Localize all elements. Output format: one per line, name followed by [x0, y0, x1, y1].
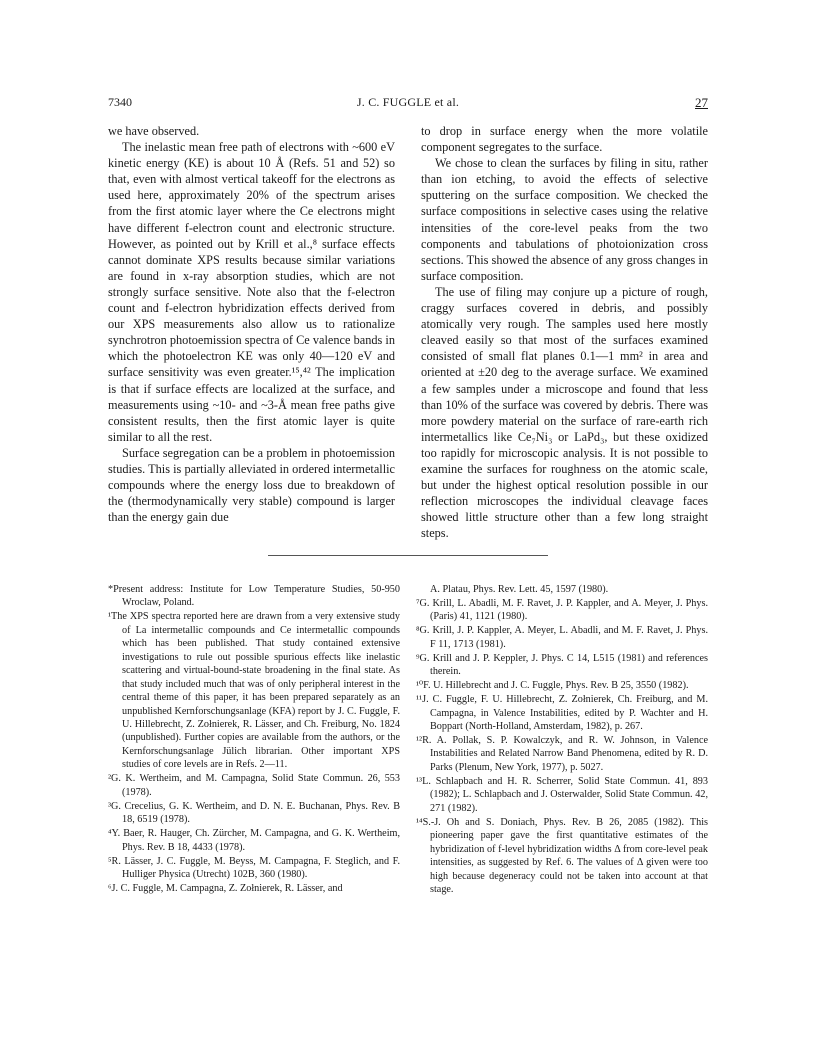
- footnote: ¹The XPS spectra reported here are drawn from a very extensive study of La intermetallic compounds and Ce intermetallic compounds which has been published. That study contained extensive investigations to rule out possible spurious effects like inelastic scattering and virtual-bound-state broadening in the final state. As that study included much that was of only peripheral interest in the central theme of this paper, it has been prepared separately as an unpublished Kernforschungsanlage (KFA) report by J. C. Fuggle, F. U. Hillebrecht, Z. Zołnierek, R. Lässer, and Ch. Freiburg, No. 1824 (unpublished). Further copies are available from the authors, or the Kernforschungsanlage Jülich librarian. Other important XPS studies of core levels are in Refs. 2—11.: [108, 611, 400, 771]
- footnote: ⁵R. Lässer, J. C. Fuggle, M. Beyss, M. Campagna, F. Steglich, and F. Hulliger Physica (Utrecht) 102B, 360 (1980).: [108, 855, 400, 881]
- running-header: [108, 95, 708, 113]
- footnote: ⁶J. C. Fuggle, M. Campagna, Z. Zołnierek, R. Lässer, and: [108, 882, 343, 894]
- body-column-right: [421, 123, 708, 541]
- body-column-left: [108, 123, 395, 525]
- paragraph: we have observed.: [108, 124, 200, 138]
- footnote: ²G. K. Wertheim, and M. Campagna, Solid State Commun. 26, 553 (1978).: [108, 773, 400, 798]
- footnote-continuation: A. Platau, Phys. Rev. Lett. 45, 1597 (1980).: [430, 584, 609, 595]
- paragraph: The use of filing may conjure up a picture of rough, craggy surfaces covered in debris, and possibly atomically very rough. The samples used here mostly cleaved easily so that most of the surfaces examined consisted of small flat planes 0.1—1 mm² in area and oriented at ±20 deg to the average surface. We examined a few samples under a microscope and found that less than 10% of the surface was covered by debris. There was more powdery material on the surface of rare-earth rich intermetallics like Ce₇Ni₃ or LaPd₃, but these oxidized too rapidly for microscopic analysis. It is not possible to examine the surfaces for roughness on the atomic scale, but under the highest optical resolution possible in our reflection microscopes the individual cleavage faces showed little structure other than a few long straight steps.: [421, 284, 708, 541]
- page-number: 7340: [108, 95, 132, 109]
- footnote: ⁹G. Krill and J. P. Keppler, J. Phys. C 14, L515 (1981) and references therein.: [416, 652, 708, 678]
- paragraph: Surface segregation can be a problem in photoemission studies. This is partially alleviated in ordered intermetallic compounds where the energy loss due to breakdown of the (thermodynamically very stable) compound is larger than the energy gain due: [108, 445, 395, 525]
- footnotes-right: [416, 583, 708, 897]
- footnote: ³G. Crecelius, G. K. Wertheim, and D. N. E. Buchanan, Phys. Rev. B 18, 6519 (1978).: [108, 800, 400, 826]
- volume-number: 27: [695, 95, 708, 110]
- footnotes-left: [108, 583, 400, 896]
- footnote: ¹³L. Schlapbach and H. R. Scherrer, Solid State Commun. 41, 893 (1982); L. Schlapbach and J. Osterwalder, Solid State Commun. 42, 271 (1982).: [416, 775, 708, 814]
- paragraph: We chose to clean the surfaces by filing in situ, rather than ion etching, to avoid the effects of selective sputtering on the surface composition. We checked the surface compositions in selective cases using the relative intensities of the core-level peaks from the two components and tabulations of photoionization cross sections. This showed the absence of any gross changes in surface composition.: [421, 156, 708, 283]
- paragraph: The inelastic mean free path of electrons with ~600 eV kinetic energy (KE) is about 10 Å (Refs. 51 and 52) so that, even with almost vertical takeoff for the electrons as used here, approximately 20% of the spectrum arises from the first atomic layer where the Ce electrons might have different f-electron count and electronic structure. However, as pointed out by Krill et al.,⁸ surface effects cannot dominate XPS results because similar variations are found in x-ray absorption studies, which are not strongly surface sensitive. Note also that the f-electron count and f-electron hybridization effects derived from our XPS measurements also allow us to rationalize synchrotron photoemission spectra of Ce valence bands in which the photoelectron KE was only 40—120 eV and surface sensitivity was even greater.¹⁵,⁴² The implication is that if surface effects are localized at the surface, and measurements using ~10- and ~3-Å mean free paths give consistent results, then the first atomic layer is quite similar to all the rest.: [108, 140, 395, 444]
- paragraph: to drop in surface energy when the more volatile component segregates to the surface.: [421, 124, 708, 155]
- footnote: ¹⁴S.-J. Oh and S. Doniach, Phys. Rev. B 26, 2085 (1982). This pioneering paper gave the first quantitative estimates of the hybridization of f-level hybridization widths Δ from core-level peak intensities, as suggested by Ref. 6. The values of Δ given were too high because degeneracy could not be taken into account at that stage.: [416, 816, 708, 895]
- footnote: ¹⁰F. U. Hillebrecht and J. C. Fuggle, Phys. Rev. B 25, 3550 (1982).: [416, 680, 689, 692]
- footnote: ⁷G. Krill, L. Abadli, M. F. Ravet, J. P. Kappler, and A. Meyer, J. Phys. (Paris) 41, 1121 (1980).: [416, 597, 708, 623]
- footnote: ⁸G. Krill, J. P. Kappler, A. Meyer, L. Abadli, and M. F. Ravet, J. Phys. F 11, 1713 (1981).: [416, 625, 708, 650]
- footnote: ¹²R. A. Pollak, S. P. Kowalczyk, and R. W. Johnson, in Valence Instabilities and Related Narrow Band Phenomena, edited by R. D. Parks (Plenum, New York, 1977), p. 5027.: [416, 734, 708, 773]
- footnote: ⁴Y. Baer, R. Hauger, Ch. Zürcher, M. Campagna, and G. K. Wertheim, Phys. Rev. B 18, 4433 (1978).: [108, 828, 400, 853]
- running-authors: J. C. FUGGLE et al.: [356, 95, 460, 109]
- footnote-divider: [268, 555, 548, 556]
- footnote: *Present address: Institute for Low Temperature Studies, 50-950 Wroclaw, Poland.: [108, 584, 400, 609]
- footnote: ¹¹J. C. Fuggle, F. U. Hillebrecht, Z. Zołnierek, Ch. Freiburg, and M. Campagna, in Valence Instabilities, edited by P. Wachter and H. Boppart (North-Holland, Amsterdam, 1982), p. 267.: [416, 694, 708, 733]
